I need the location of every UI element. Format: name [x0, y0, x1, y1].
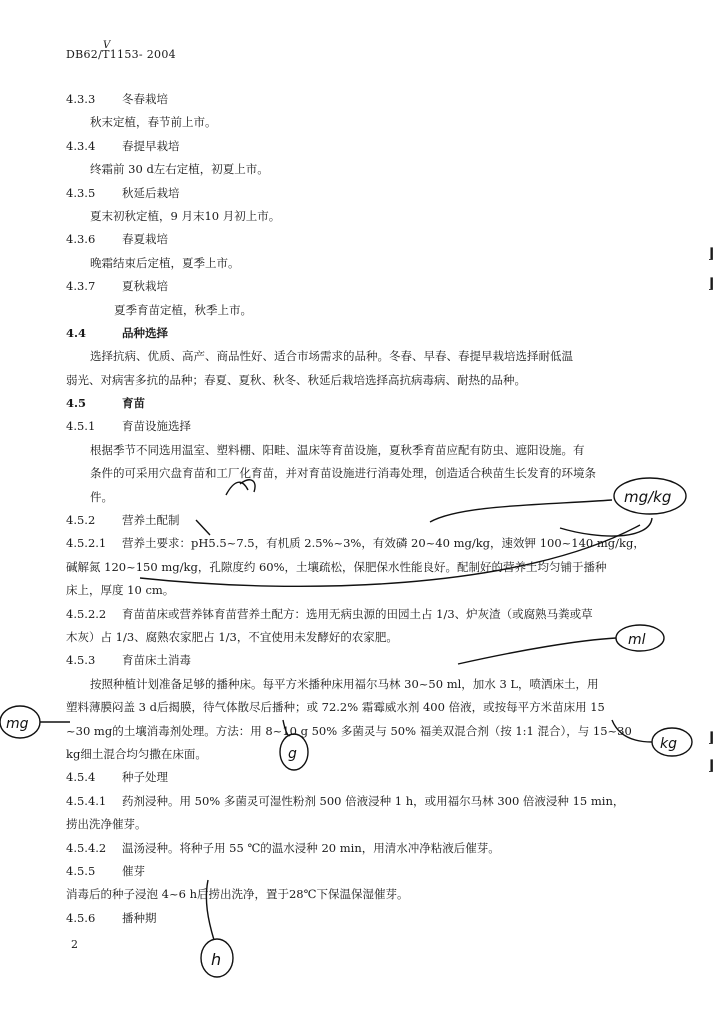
annotation-connector: [430, 500, 612, 522]
standard-code: DB62/T1153- 2004: [66, 48, 176, 61]
line-text: ~30 mg的土壤消毒剂处理。方法：用 8~10 g 50% 多菌灵与 50% 福美双混合剂（按 1:1 混合），与 15~30: [66, 723, 632, 738]
line-text: 根据季节不同选用温室、塑料棚、阳畦、温床等育苗设施，夏秋季育苗应配有防虫、遮阳设施。有: [90, 442, 585, 457]
annotation-scribble: [226, 480, 255, 495]
line-text: 秋延后栽培: [122, 185, 180, 200]
line-text: kg细土混合均匀撒在床面。: [66, 746, 207, 761]
section-number: 4.5.6: [66, 910, 96, 925]
section-number: 4.3.4: [66, 138, 96, 153]
line-text: 件。: [90, 489, 113, 504]
line-text: 育苗: [122, 396, 145, 411]
page-number: 2: [71, 938, 78, 951]
section-number: 4.5.1: [66, 419, 96, 434]
line-text: 消毒后的种子浸泡 4~6 h后捞出洗净，置于28℃下保温保湿催芽。: [66, 887, 409, 902]
section-number: 4.3.7: [66, 279, 96, 294]
section-number: 4.5.2: [66, 513, 96, 528]
margin-bracket-mark: ⌋: [708, 758, 715, 774]
annotation-connector: [612, 720, 652, 742]
margin-bracket-mark: ⌋: [708, 276, 715, 292]
line-text: 弱光、对病害多抗的品种；春夏、夏秋、秋冬、秋延后栽培选择高抗病毒病、耐热的品种。: [66, 372, 526, 387]
line-text: 终霜前 30 d左右定植，初夏上市。: [90, 162, 269, 177]
section-number: 4.5.4.2: [66, 840, 107, 855]
annotation-text-mgkg: mg/kg: [624, 488, 672, 506]
section-number: 4.3.5: [66, 185, 96, 200]
line-text: 按照种植计划准备足够的播种床。每平方米播种床用福尔马林 30~50 ml，加水 3 L，喷洒床土，用: [90, 676, 599, 691]
line-text: 夏季育苗定植，秋季上市。: [114, 302, 252, 317]
handwritten-check-mark: V: [103, 40, 111, 51]
section-number: 4.3.3: [66, 92, 96, 106]
section-number: 4.5.3: [66, 653, 96, 668]
line-text: 营养土配制: [122, 513, 180, 528]
line-text: 捞出洗净催芽。: [66, 817, 147, 832]
section-number: 4.5.2.2: [66, 606, 107, 621]
annotation-text-g: g: [288, 746, 297, 762]
line-text: 木灰）占 1/3、腐熟农家肥占 1/3，不宜使用未发酵好的农家肥。: [66, 629, 398, 644]
annotation-text-h: h: [211, 950, 222, 969]
line-text: 秋末定植，春节前上市。: [90, 115, 217, 130]
section-number: 4.3.6: [66, 232, 96, 247]
annotation-connector: [140, 525, 640, 586]
section-number: 4.5.4: [66, 770, 96, 785]
line-text: 种子处理: [122, 770, 168, 785]
annotation-scribble: [196, 520, 210, 535]
line-text: 碱解氮 120~150 mg/kg，孔隙度约 60%，土壤疏松，保肥保水性能良好。配制好的营养土均匀铺于播种: [66, 559, 607, 574]
annotation-connector: [206, 880, 214, 940]
annotation-connector: [283, 720, 290, 736]
section-number: 4.5.4.1: [66, 793, 107, 808]
line-text: 育苗床土消毒: [122, 653, 191, 668]
line-text: 品种选择: [122, 325, 168, 340]
margin-bracket-mark: ⌋: [708, 246, 715, 262]
line-text: 夏秋栽培: [122, 279, 168, 294]
line-text: 育苗苗床或营养钵育苗营养土配方：选用无病虫源的田园土占 1/3、炉灰渣（或腐熟马粪或草: [122, 606, 593, 621]
section-number: 4.5.2.1: [66, 536, 107, 551]
line-text: 春提早栽培: [122, 138, 180, 153]
annotation-connector: [560, 518, 652, 536]
line-text: 催芽: [122, 863, 145, 878]
line-text: 药剂浸种。用 50% 多菌灵可湿性粉剂 500 倍液浸种 1 h，或用福尔马林 300 倍液浸种 15 min，: [122, 793, 625, 808]
annotation-text-mg: mg: [6, 716, 29, 732]
margin-bracket-mark: ⌋: [708, 730, 715, 746]
line-text: 塑料薄膜闷盖 3 d后揭膜，待气体散尽后播种；或 72.2% 霜霉威水剂 400 倍液，或按每平方米苗床用 15: [66, 700, 605, 715]
section-number: 4.4: [66, 325, 87, 340]
line-text: 播种期: [122, 910, 157, 925]
line-text: 夏末初秋定植，9 月末10 月初上市。: [90, 208, 281, 223]
line-text: 营养土要求：pH5.5~7.5，有机质 2.5%~3%，有效磷 20~40 mg/kg，速效钾 100~140 mg/kg，: [122, 536, 645, 551]
section-number: 4.5: [66, 396, 87, 411]
line-text: 床上，厚度 10 cm。: [66, 583, 175, 598]
line-text: 选择抗病、优质、高产、商品性好、适合市场需求的品种。冬春、早春、春提早栽培选择耐低温: [90, 349, 573, 364]
line-text: 春夏栽培: [122, 232, 168, 247]
annotation-connector: [458, 638, 616, 664]
section-number: 4.5.5: [66, 863, 96, 878]
annotation-text-ml: ml: [628, 632, 646, 648]
line-text: 条件的可采用穴盘育苗和工厂化育苗，并对育苗设施进行消毒处理，创造适合秧苗生长发育的环境条: [90, 466, 596, 481]
annotation-text-kg: kg: [660, 736, 677, 752]
line-text: 冬春栽培: [122, 92, 168, 106]
line-text: 温汤浸种。将种子用 55 ℃的温水浸种 20 min，用清水冲净粘液后催芽。: [122, 840, 500, 855]
line-text: 晚霜结束后定植，夏季上市。: [90, 255, 240, 270]
line-text: 育苗设施选择: [122, 419, 191, 434]
